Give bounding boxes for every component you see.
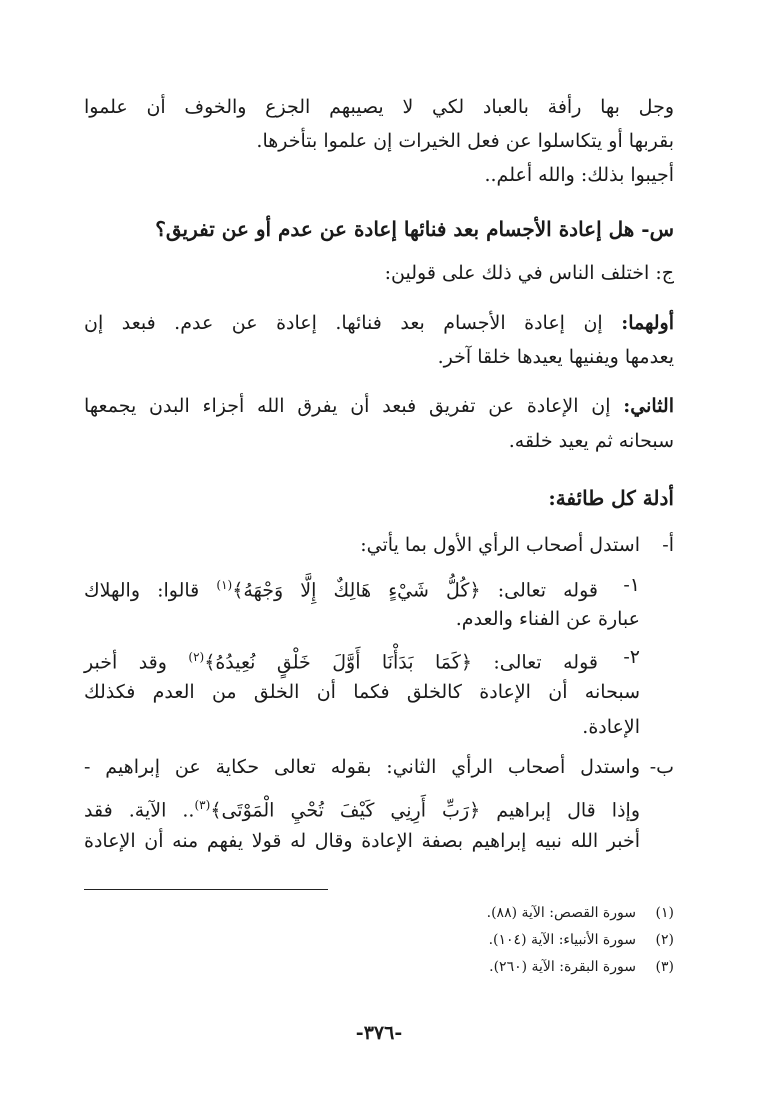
group-b-comment: .. الآية. فقد (84, 799, 195, 822)
item-1-line-2: عبارة عن الفناء والعدم. (455, 608, 640, 630)
first-opinion-line-2: يعدمها ويفنيها يعيدها خلقا آخر. (437, 346, 674, 368)
item-2-comment: وقد أخبر (84, 651, 167, 674)
footnote-ref-2: (٢) (188, 650, 205, 664)
second-opinion-text: إن الإعادة عن تفريق فبعد أن يفرق الله أجزاء البدن يجمعها (84, 395, 611, 417)
group-a-intro: استدل أصحاب الرأي الأول بما يأتي: (360, 534, 640, 556)
intro-line-3: أجيبوا بذلك: والله أعلم.. (484, 164, 674, 186)
first-opinion-line-1 (84, 308, 674, 338)
quran-verse-1: قوله تعالى: ﴿كُلُّ شَيْءٍ هَالِكٌ إِلَّا وَجْهَهُ﴾ (232, 579, 598, 602)
quran-verse-3: وإذا قال إبراهيم ﴿رَبِّ أَرِنِي كَيْفَ تُحْيِ الْمَوْتَى﴾ (210, 799, 640, 822)
first-opinion-text: إن إعادة الأجسام بعد فنائها. إعادة عن عدم. فبعد إن (84, 312, 603, 334)
footnote-1-number: (١) (655, 905, 674, 921)
footnote-ref-3: (٣) (194, 798, 211, 812)
first-opinion-label: أولهما: (621, 312, 674, 334)
intro-line-2: بقربها أو يتكاسلوا عن فعل الخيرات إن علموا بتأخرها. (256, 130, 674, 152)
item-1-comment: قالوا: والهلاك (84, 579, 200, 602)
item-1-line-1 (84, 570, 598, 605)
page-number: -٣٧٦- (355, 1022, 403, 1044)
item-2-line-1 (84, 642, 598, 677)
group-b-marker: ب- (649, 756, 674, 778)
footnote-1-text: سورة القصص: الآية (٨٨). (486, 905, 636, 921)
second-opinion-label: الثاني: (623, 395, 674, 417)
group-b-line-2 (84, 790, 640, 825)
footnote-3-number: (٣) (655, 959, 674, 975)
item-2-marker: ٢- (623, 646, 640, 668)
footnote-2 (489, 929, 674, 951)
group-b-line-1: واستدل أصحاب الرأي الثاني: بقوله تعالى حكاية عن إبراهيم - (84, 756, 640, 778)
second-opinion-line-1 (84, 391, 674, 421)
question-heading: س- هل إعادة الأجسام بعد فنائها إعادة عن عدم أو عن تفريق؟ (155, 217, 674, 241)
quran-verse-2: قوله تعالى: ﴿كَمَا بَدَأْنَا أَوَّلَ خَلْقٍ نُعِيدُهُ﴾ (204, 651, 598, 674)
footnote-divider (84, 889, 328, 890)
evidence-heading: أدلة كل طائفة: (548, 486, 674, 510)
item-1-marker: ١- (623, 574, 640, 596)
intro-line-1: وجل بها رأفة بالعباد لكي لا يصيبهم الجزع والخوف أن علموا (84, 96, 674, 118)
group-b-line-3: أخبر الله نبيه إبراهيم بصفة الإعادة وقال له قولا يفهم منه أن الإعادة (84, 830, 640, 852)
answer-line: ج: اختلف الناس في ذلك على قولين: (384, 262, 674, 284)
group-a-marker: أ- (662, 534, 674, 556)
footnote-1 (487, 902, 674, 924)
second-opinion-line-2: سبحانه ثم يعيد خلقه. (508, 430, 674, 452)
footnote-ref-1: (١) (216, 578, 233, 592)
footnote-2-text: سورة الأنبياء: الآية (١٠٤). (488, 932, 636, 948)
item-2-line-3: الإعادة. (582, 716, 640, 738)
footnote-3 (489, 956, 674, 978)
item-2-line-2: سبحانه أن الإعادة كالخلق فكما أن الخلق من العدم فكذلك (84, 681, 640, 703)
footnote-3-text: سورة البقرة: الآية (٢٦٠). (489, 959, 636, 975)
footnote-2-number: (٢) (655, 932, 674, 948)
